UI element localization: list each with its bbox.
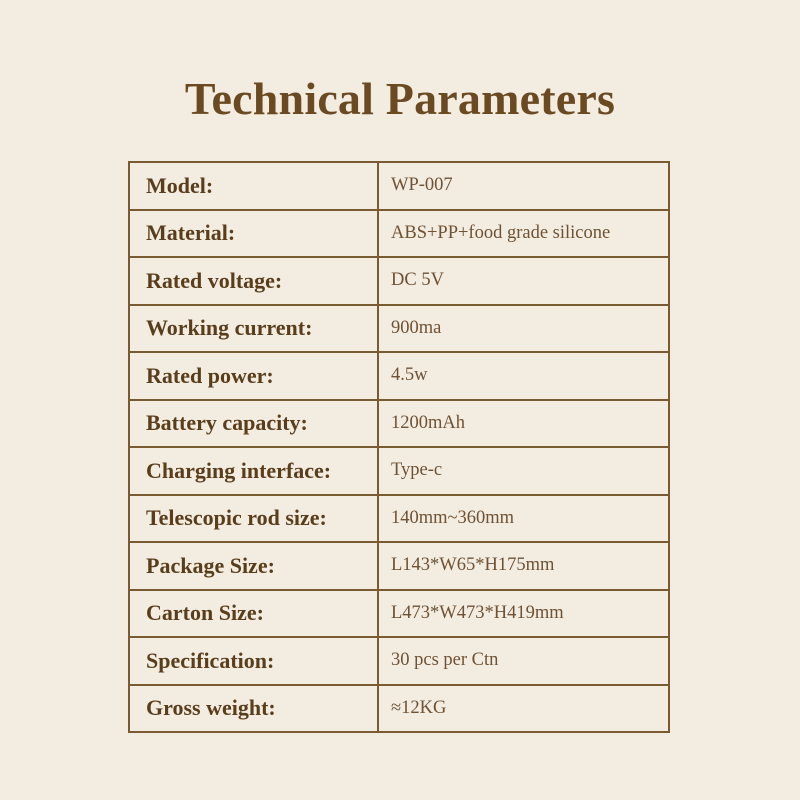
param-label: Carton Size: [129,590,378,638]
param-value: 140mm~360mm [378,495,669,543]
param-label: Model: [129,162,378,210]
param-label: Package Size: [129,542,378,590]
param-value: 1200mAh [378,400,669,448]
param-label: Rated voltage: [129,257,378,305]
param-label: Gross weight: [129,685,378,733]
table-row [129,590,669,638]
param-label: Rated power: [129,352,378,400]
param-value: 30 pcs per Ctn [378,637,669,685]
table-row [129,400,669,448]
table-row [129,257,669,305]
param-value: ABS+PP+food grade silicone [378,210,669,258]
table-row [129,162,669,210]
param-label: Telescopic rod size: [129,495,378,543]
table-row [129,305,669,353]
table-row [129,685,669,733]
table-row [129,542,669,590]
param-label: Battery capacity: [129,400,378,448]
table-row [129,637,669,685]
param-value: L143*W65*H175mm [378,542,669,590]
param-value: 900ma [378,305,669,353]
param-label: Working current: [129,305,378,353]
table-row [129,210,669,258]
table-row [129,495,669,543]
table-row [129,352,669,400]
table-row [129,447,669,495]
param-value: Type-c [378,447,669,495]
param-value: WP-007 [378,162,669,210]
param-label: Charging interface: [129,447,378,495]
param-label: Specification: [129,637,378,685]
param-value: ≈12KG [378,685,669,733]
spec-table [128,161,670,733]
param-value: L473*W473*H419mm [378,590,669,638]
param-label: Material: [129,210,378,258]
param-value: DC 5V [378,257,669,305]
page-title: Technical Parameters [184,73,616,124]
param-value: 4.5w [378,352,669,400]
